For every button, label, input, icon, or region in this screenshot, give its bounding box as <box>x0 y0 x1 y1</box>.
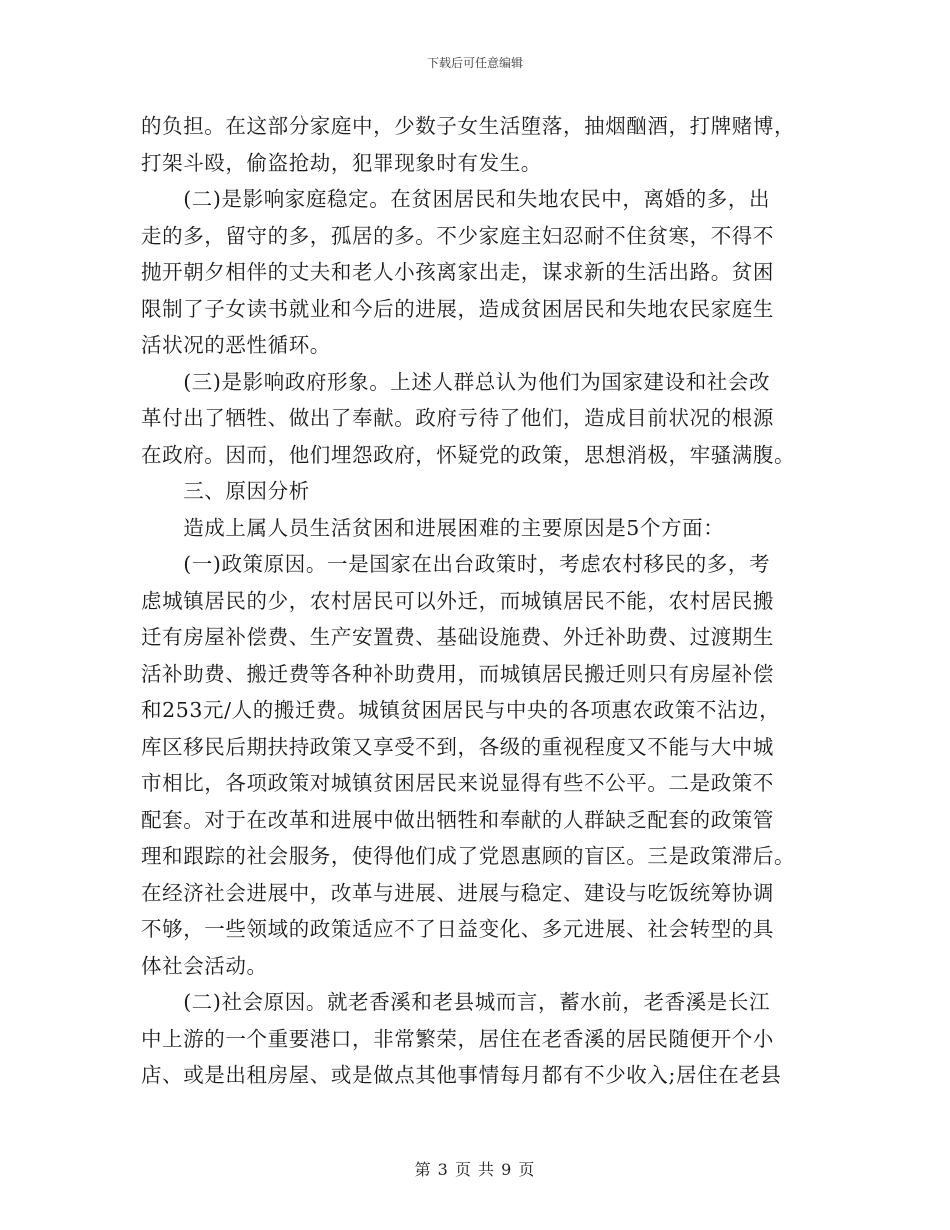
document-body <box>141 108 808 1094</box>
page-number: 第 3 页 共 9 页 <box>414 1160 536 1179</box>
text-line: 的负担。在这部分家庭中，少数子女生活堕落，抽烟酗酒，打牌赌博， <box>141 114 796 138</box>
text-line: 店、或是出租房屋、或是做点其他事情每月都有不少收入;居住在老县 <box>141 1063 782 1087</box>
text-line: 迁有房屋补偿费、生产安置费、基础设施费、外迁补助费、过渡期生 <box>141 625 774 649</box>
text-line: 虑城镇居民的少，农村居民可以外迁，而城镇居民不能，农村居民搬 <box>141 588 774 613</box>
section-heading: 三、原因分析 <box>141 479 310 503</box>
text-line: 和253元/人的搬迁费。城镇贫困居民与中央的各项惠农政策不沾边， <box>141 698 781 722</box>
text-line: 抛开朝夕相伴的丈夫和老人小孩离家出走，谋求新的生活出路。贫困 <box>141 260 774 284</box>
text-line: 走的多，留守的多，孤居的多。不少家庭主妇忍耐不住贫寒，不得不 <box>141 223 774 248</box>
text-line: 市相比，各项政策对城镇贫困居民来说显得有些不公平。二是政策不 <box>141 771 774 795</box>
text-line: (一)政策原因。一是国家在出台政策时，考虑农村移民的多，考 <box>141 552 771 576</box>
text-line: (三)是影响政府形象。上述人群总认为他们为国家建设和社会改 <box>141 369 771 394</box>
text-line: 造成上属人员生活贫困和进展困难的主要原因是5个方面： <box>141 515 725 540</box>
text-line: (二)是影响家庭稳定。在贫困居民和失地农民中，离婚的多，出 <box>141 187 771 211</box>
text-line: (二)社会原因。就老香溪和老县城而言，蓄水前，老香溪是长江 <box>141 990 771 1014</box>
text-line: 革付出了牺牲、做出了奉献。政府亏待了他们，造成目前状况的根源 <box>141 406 774 430</box>
text-line: 配套。对于在改革和进展中做出牺牲和奉献的人群缺乏配套的政策管 <box>141 807 774 832</box>
text-line: 中上游的一个重要港口，非常繁荣，居住在老香溪的居民随便开个小 <box>141 1026 774 1051</box>
text-line: 活补助费、搬迁费等各种补助费用，而城镇居民搬迁则只有房屋补偿 <box>141 661 774 686</box>
text-line: 不够，一些领域的政策适应不了日益变化、多元进展、社会转型的具 <box>141 917 774 941</box>
text-line: 体社会活动。 <box>141 953 268 978</box>
text-line: 在经济社会进展中，改革与进展、进展与稳定、建设与吃饭统筹协调 <box>141 880 774 905</box>
page-header: 下载后可任意编辑 <box>426 56 523 70</box>
text-line: 在政府。因而，他们埋怨政府，怀疑党的政策，思想消极，牢骚满腹。 <box>141 442 796 467</box>
text-line: 库区移民后期扶持政策又享受不到，各级的重视程度又不能与大中城 <box>141 734 774 759</box>
text-line: 限制了子女读书就业和今后的进展，造成贫困居民和失地农民家庭生 <box>141 296 774 321</box>
text-line: 打架斗殴，偷盗抢劫，犯罪现象时有发生。 <box>141 150 542 175</box>
text-line: 理和跟踪的社会服务，使得他们成了党恩惠顾的盲区。三是政策滞后。 <box>141 844 796 868</box>
text-line: 活状况的恶性循环。 <box>141 333 331 357</box>
